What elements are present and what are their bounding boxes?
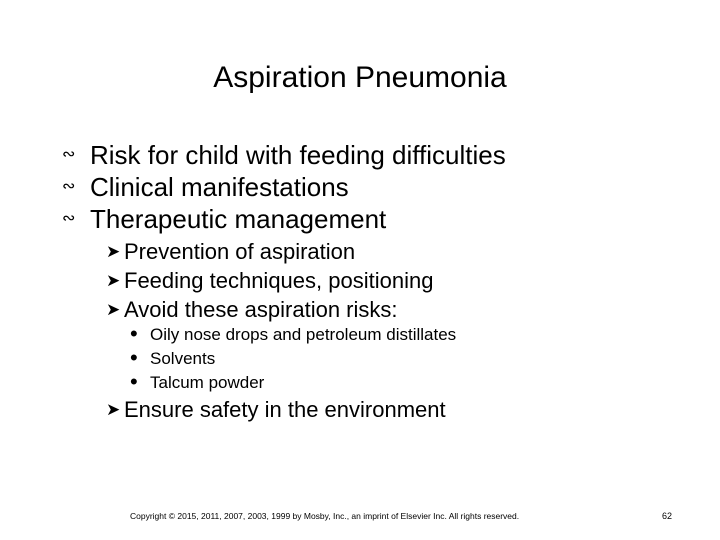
dot-bullet-icon: • bbox=[130, 369, 138, 394]
risk-item-text: Solvents bbox=[150, 349, 216, 368]
swirl-bullet-icon: ∾ bbox=[62, 178, 76, 195]
sub-bullet-text: Ensure safety in the environment bbox=[124, 397, 446, 422]
page-number: 62 bbox=[662, 511, 673, 521]
risk-item-text: Talcum powder bbox=[150, 373, 265, 392]
main-bullet-text: Risk for child with feeding difficulties bbox=[90, 140, 506, 170]
arrowhead-bullet-icon: ➤ bbox=[106, 400, 121, 419]
arrowhead-bullet-icon: ➤ bbox=[106, 300, 121, 319]
dot-bullet-icon: • bbox=[130, 345, 138, 370]
swirl-bullet-icon: ∾ bbox=[62, 146, 76, 163]
main-bullet-text: Therapeutic management bbox=[90, 204, 387, 234]
arrowhead-bullet-icon: ➤ bbox=[106, 271, 121, 290]
sub-bullet-text: Avoid these aspiration risks: bbox=[124, 297, 398, 322]
sub-bullet-text: Feeding techniques, positioning bbox=[124, 268, 434, 293]
slide-title: Aspiration Pneumonia bbox=[213, 61, 507, 94]
copyright-footer: Copyright © 2015, 2011, 2007, 2003, 1999 by Mosby, Inc., an imprint of Elsevier Inc. All rights reserved. bbox=[130, 511, 520, 521]
arrowhead-bullet-icon: ➤ bbox=[106, 242, 121, 261]
main-bullet-text: Clinical manifestations bbox=[90, 172, 349, 202]
risk-item-text: Oily nose drops and petroleum distillates bbox=[150, 325, 457, 344]
sub-bullet-text: Prevention of aspiration bbox=[124, 239, 356, 264]
dot-bullet-icon: • bbox=[130, 321, 138, 346]
swirl-bullet-icon: ∾ bbox=[62, 210, 76, 227]
